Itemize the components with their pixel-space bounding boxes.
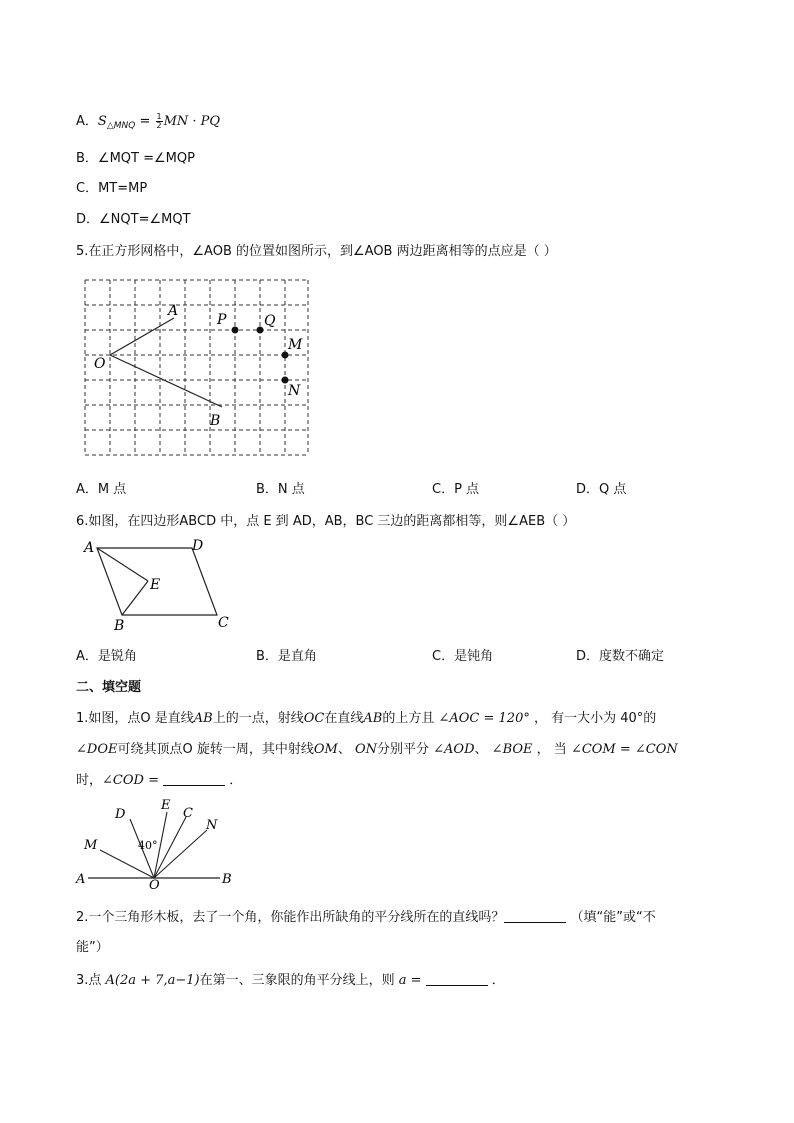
f3-line: 3.点 A(2a + 7,a−1)在第一、三象限的角平分线上，则 a = ． (76, 973, 505, 988)
label-d: D (115, 807, 126, 822)
q4-option-c: C．MT=MP (76, 181, 148, 196)
label-e: E (150, 577, 161, 593)
label-n: N (288, 383, 301, 399)
q6-option-a: A．是锐角 (76, 649, 137, 664)
ray-oc (154, 817, 186, 878)
q4-option-a: A．$S_{\triangle MNQ}$ = $\frac{1}{2}$ MN · PQ (76, 112, 221, 131)
ray-om (100, 850, 154, 878)
f1-line-3: 时，∠COD = ． (76, 773, 243, 788)
label-q: Q (264, 313, 276, 329)
point-q (257, 327, 264, 334)
q5-option-a: A．M 点 (76, 482, 127, 497)
label-b: B (114, 618, 125, 634)
label-a: A (76, 872, 86, 887)
label-c: C (218, 615, 229, 631)
q5-option-c: C．P 点 (432, 482, 480, 497)
label-a: A (84, 540, 95, 556)
section-title: 二、填空题 (76, 680, 142, 695)
label-e: E (161, 798, 171, 813)
label-p: P (217, 312, 227, 328)
grid-lines (85, 280, 308, 455)
f1-line-1: 1.如图，点O 是直线AB上的一点，射线OC在直线AB的上方且 ∠AOC = 120° ， 有一大小为 40°的 (76, 711, 657, 726)
ray-oa (110, 318, 174, 355)
label-40deg: 40° (138, 839, 158, 852)
fraction: $\frac{1}{2}$ (156, 112, 162, 130)
label-o: O (94, 356, 106, 372)
answer-blank[interactable] (163, 773, 225, 786)
segment-ae (97, 548, 148, 581)
q4-option-b: B．∠MQT =∠MQP (76, 151, 195, 166)
q4-option-d: D．∠NQT=∠MQT (76, 212, 191, 227)
f2-line-1: 2.一个三角形木板，去了一个角，你能作出所缺角的平分线所在的直线吗？ （填“能”或“不 (76, 910, 656, 925)
label-o: O (149, 878, 160, 890)
answer-blank[interactable] (426, 973, 488, 986)
label-n: N (206, 818, 218, 833)
segment-be (122, 581, 148, 615)
label-m: M (288, 337, 303, 353)
label-b: B (210, 413, 221, 429)
ray-ob (110, 355, 222, 407)
q6-stem: 6.如图，在四边形ABCD 中，点 E 到 AD，AB，BC 三边的距离都相等，则∠AEB（ ） (76, 514, 576, 529)
point-p (232, 327, 239, 334)
label-a: A (168, 303, 179, 319)
q5-option-b: B．N 点 (256, 482, 305, 497)
label-m: M (84, 838, 98, 853)
q6-option-b: B．是直角 (256, 649, 317, 664)
q6-option-c: C．是钝角 (432, 649, 494, 664)
q5-option-d: D．Q 点 (576, 482, 627, 497)
label-b: B (222, 872, 232, 887)
f1-angle-figure (74, 795, 244, 890)
f1-line-2: ∠DOE可绕其顶点O 旋转一周，其中射线OM、 ON分别平分 ∠AOD、 ∠BOE ， 当 ∠COM = ∠CON (76, 742, 678, 757)
q6-option-d: D．度数不确定 (576, 649, 665, 664)
label-c: C (183, 806, 193, 821)
f2-line-2: 能”） (76, 940, 109, 955)
q5-grid-figure (80, 275, 315, 460)
q6-quadrilateral-figure (80, 536, 240, 636)
q5-stem: 5.在正方形网格中，∠AOB 的位置如图所示，到∠AOB 两边距离相等的点应是（ ） (76, 244, 557, 259)
label-d: D (192, 538, 204, 554)
answer-blank[interactable] (504, 910, 566, 923)
